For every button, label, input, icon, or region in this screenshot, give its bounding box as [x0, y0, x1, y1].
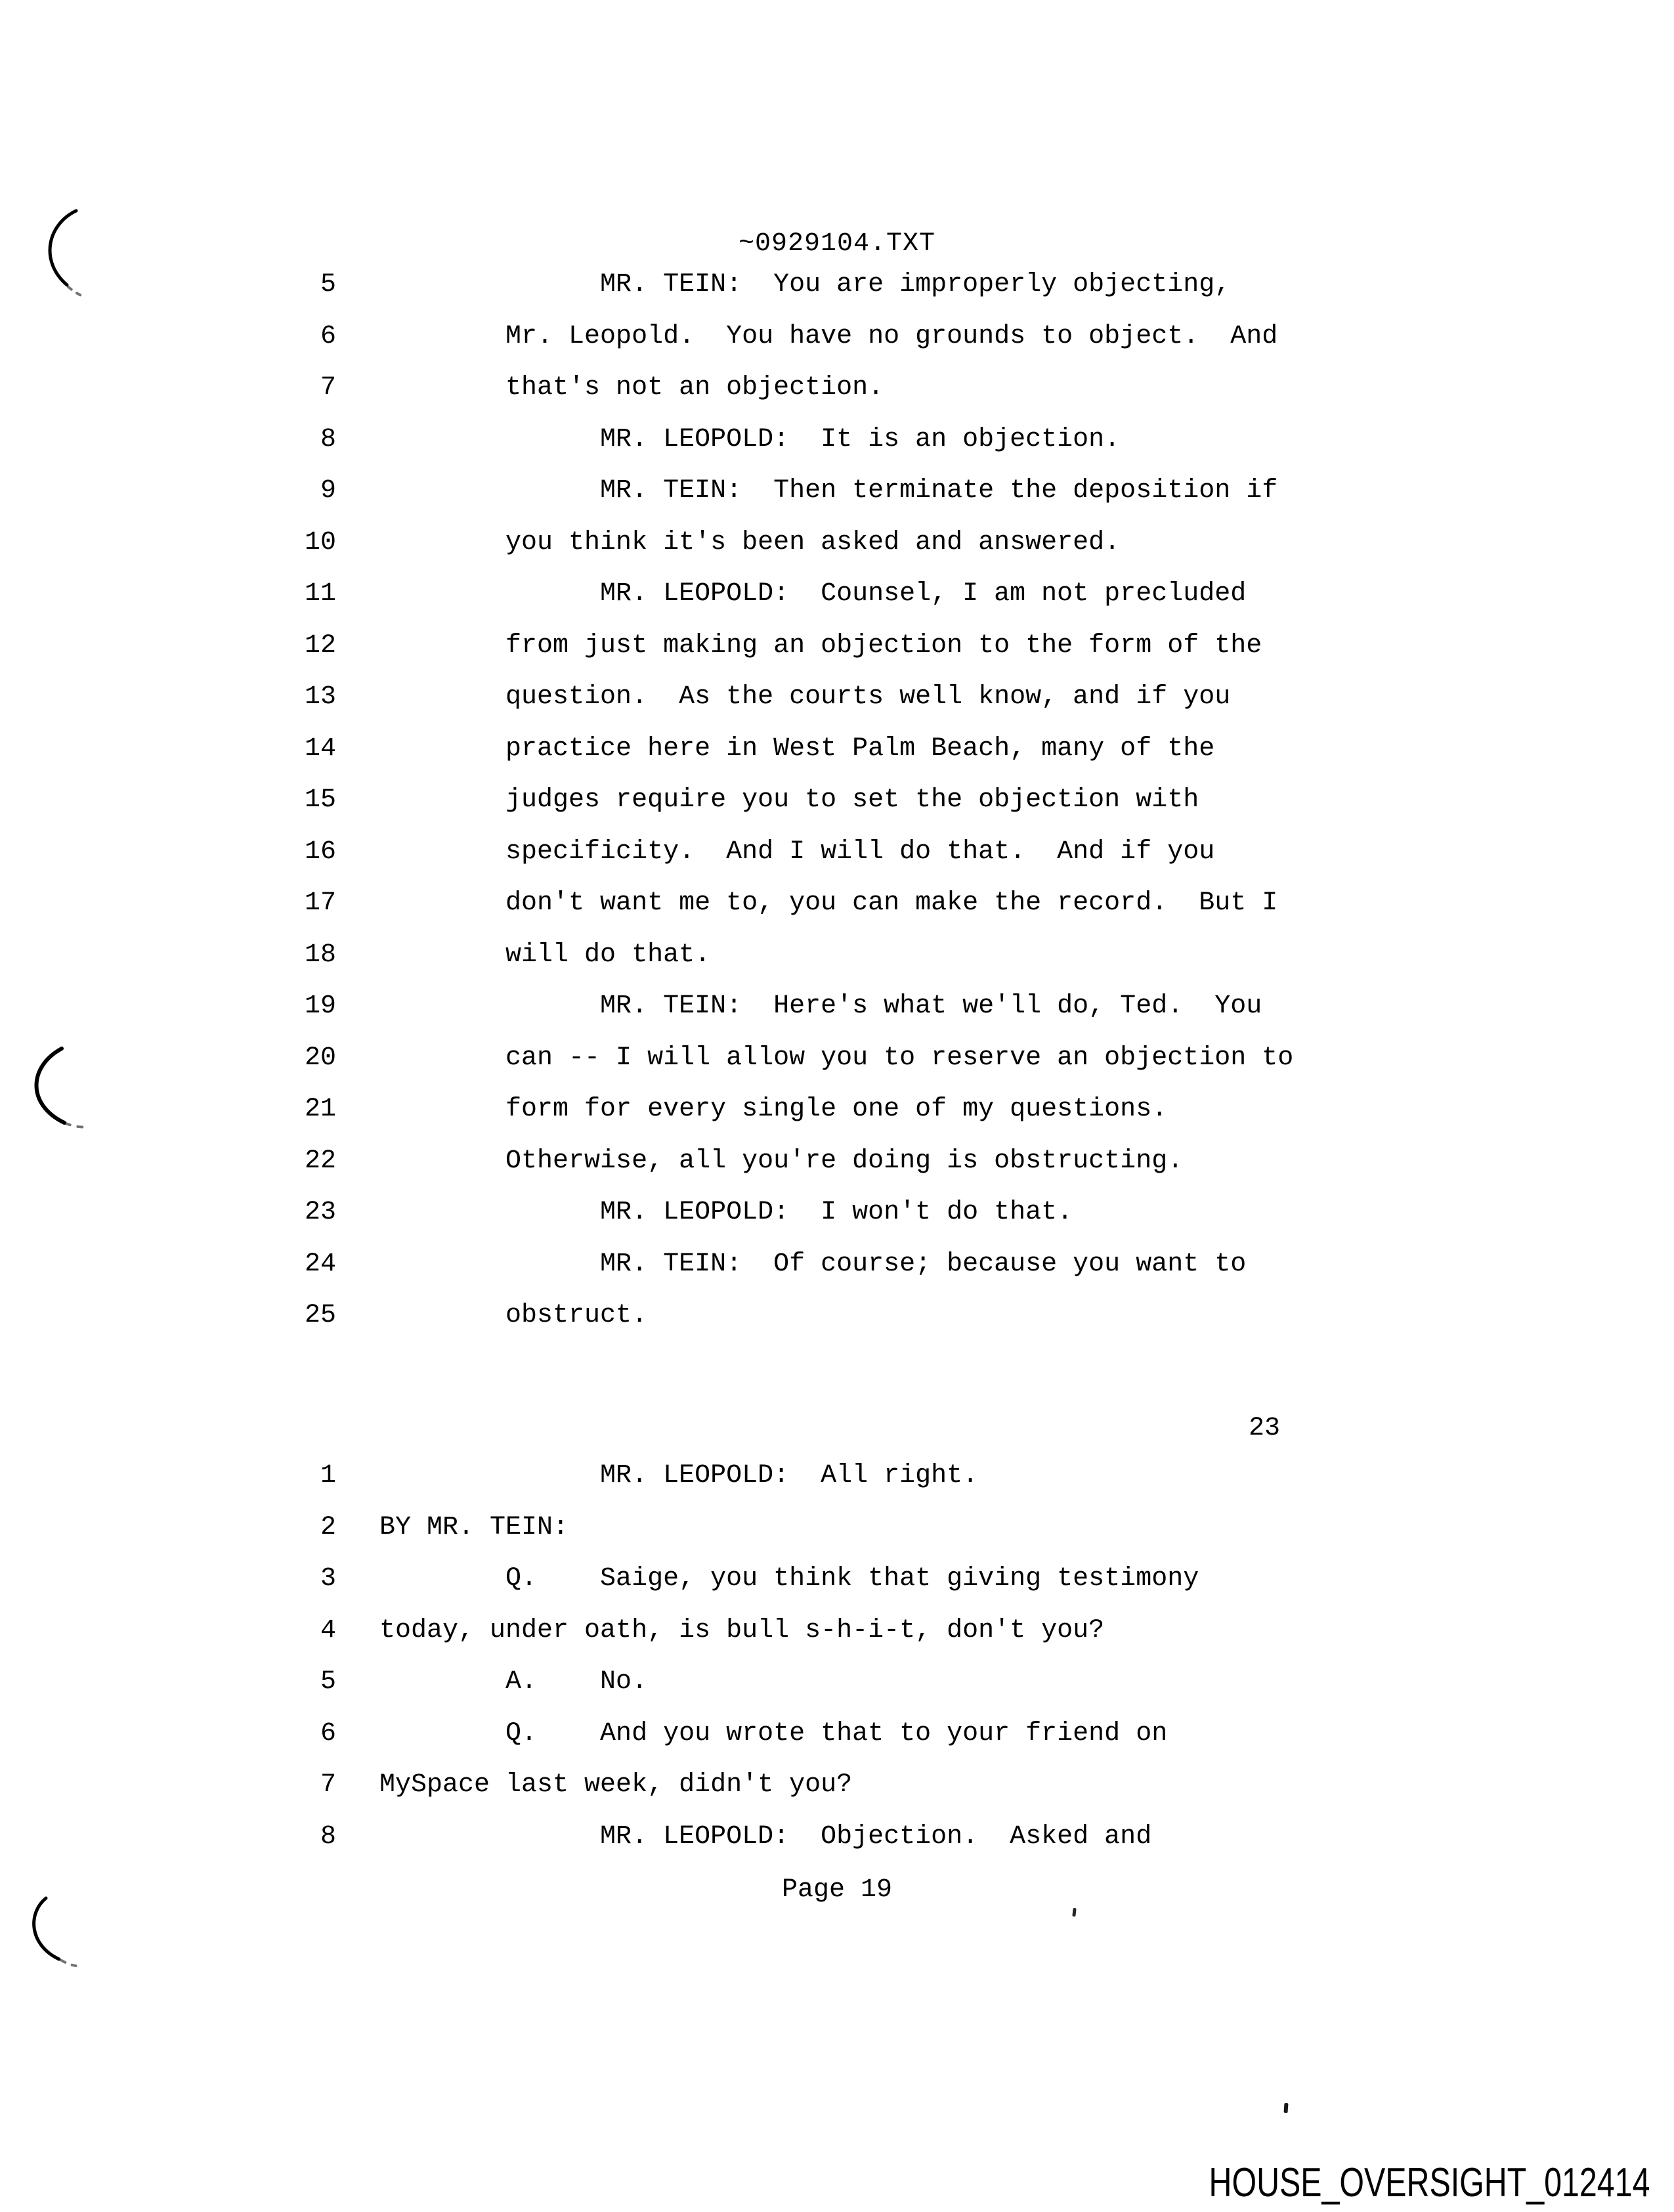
transcript-line — [0, 530, 1674, 557]
line-number: 5 — [320, 1667, 336, 1697]
transcript-line — [0, 942, 1674, 970]
line-number: 13 — [304, 682, 336, 712]
line-number: 5 — [320, 270, 336, 299]
line-text: you think it's been asked and answered. — [379, 528, 1121, 557]
transcript-line — [0, 1618, 1674, 1645]
transcript-line — [0, 375, 1674, 402]
scan-artifact-arc-bottom — [34, 1898, 59, 1959]
line-text: today, under oath, is bull s-h-i-t, don't you? — [379, 1616, 1105, 1645]
line-number: 6 — [320, 1719, 336, 1748]
scan-artifact-speck — [1283, 2103, 1288, 2113]
transcript-line — [0, 1824, 1674, 1852]
transcript-line — [0, 1045, 1674, 1073]
line-number: 20 — [304, 1043, 336, 1073]
transcript-line — [0, 1721, 1674, 1748]
transcript-line — [0, 787, 1674, 815]
line-number: 3 — [320, 1564, 336, 1594]
line-number: 15 — [304, 785, 336, 815]
transcript-line — [0, 1096, 1674, 1124]
line-number: 1 — [320, 1461, 336, 1490]
scan-artifact-speck — [1072, 1908, 1076, 1917]
line-text: A. No. — [379, 1667, 648, 1697]
line-number: 19 — [304, 991, 336, 1021]
page-footer-label: Page 19 — [781, 1875, 893, 1905]
transcript-line — [0, 1515, 1674, 1542]
line-text: form for every single one of my questions. — [379, 1095, 1168, 1124]
line-number: 21 — [304, 1095, 336, 1124]
line-text: MR. LEOPOLD: It is an objection. — [379, 425, 1121, 454]
scan-artifact-arc-bottom-tail — [62, 1961, 83, 1966]
transcript-line — [0, 427, 1674, 454]
line-text: MR. TEIN: You are improperly objecting, — [379, 270, 1231, 299]
line-number: 10 — [304, 528, 336, 557]
line-text: MR. LEOPOLD: Counsel, I am not precluded — [379, 579, 1247, 609]
transcript-line — [0, 1772, 1674, 1800]
transcript-line — [0, 1200, 1674, 1227]
transcript-line — [0, 633, 1674, 661]
line-number: 22 — [304, 1146, 336, 1176]
line-number: 18 — [304, 940, 336, 970]
line-text: MR. LEOPOLD: Objection. Asked and — [379, 1822, 1152, 1852]
line-text: MR. TEIN: Then terminate the deposition if — [379, 476, 1278, 506]
line-number: 23 — [304, 1198, 336, 1227]
transcript-line — [0, 1669, 1674, 1697]
line-number: 16 — [304, 837, 336, 867]
line-text: Q. Saige, you think that giving testimony — [379, 1564, 1199, 1594]
transcript-line — [0, 1463, 1674, 1490]
line-text: specificity. And I will do that. And if you — [379, 837, 1215, 867]
line-text: MR. LEOPOLD: All right. — [379, 1461, 979, 1490]
line-number: 2 — [320, 1513, 336, 1542]
line-number: 14 — [304, 734, 336, 764]
line-number: 25 — [304, 1301, 336, 1330]
line-text: MySpace last week, didn't you? — [379, 1770, 853, 1800]
line-text: will do that. — [379, 940, 711, 970]
line-text: can -- I will allow you to reserve an objection to — [379, 1043, 1294, 1073]
bates-stamp: HOUSE_OVERSIGHT_012414 — [1209, 2160, 1650, 2205]
transcript-line — [0, 736, 1674, 764]
transcript-line — [0, 324, 1674, 351]
line-text: from just making an objection to the form of the — [379, 631, 1262, 661]
line-text: Q. And you wrote that to your friend on — [379, 1719, 1168, 1748]
transcript-line — [0, 1251, 1674, 1279]
transcript-line — [0, 839, 1674, 867]
transcript-line — [0, 1148, 1674, 1176]
page-number: 23 — [1248, 1414, 1280, 1443]
line-number: 11 — [304, 579, 336, 609]
line-text: BY MR. TEIN: — [379, 1513, 569, 1542]
line-text: MR. LEOPOLD: I won't do that. — [379, 1198, 1073, 1227]
line-number: 12 — [304, 631, 336, 661]
line-text: judges require you to set the objection with — [379, 785, 1199, 815]
line-number: 8 — [320, 1822, 336, 1852]
transcript-line — [0, 890, 1674, 918]
line-number: 7 — [320, 1770, 336, 1800]
transcript-line — [0, 993, 1674, 1021]
line-number: 6 — [320, 322, 336, 351]
line-number: 4 — [320, 1616, 336, 1645]
line-text: that's not an objection. — [379, 373, 884, 402]
transcript-line — [0, 272, 1674, 299]
line-text: Otherwise, all you're doing is obstructing. — [379, 1146, 1184, 1176]
line-text: don't want me to, you can make the record. But I — [379, 888, 1278, 918]
transcript-line — [0, 478, 1674, 506]
document-filename-header: ~0929104.TXT — [738, 229, 936, 259]
line-text: obstruct. — [379, 1301, 648, 1330]
line-number: 24 — [304, 1249, 336, 1279]
transcript-line — [0, 581, 1674, 609]
transcript-line — [0, 684, 1674, 712]
line-number: 9 — [320, 476, 336, 506]
line-text: MR. TEIN: Here's what we'll do, Ted. You — [379, 991, 1262, 1021]
line-text: Mr. Leopold. You have no grounds to object. And — [379, 322, 1278, 351]
line-number: 8 — [320, 425, 336, 454]
line-number: 7 — [320, 373, 336, 402]
transcript-line — [0, 1566, 1674, 1594]
line-text: question. As the courts well know, and if you — [379, 682, 1231, 712]
line-text: practice here in West Palm Beach, many of the — [379, 734, 1215, 764]
line-number: 17 — [304, 888, 336, 918]
line-text: MR. TEIN: Of course; because you want to — [379, 1249, 1247, 1279]
transcript-line — [0, 1303, 1674, 1330]
